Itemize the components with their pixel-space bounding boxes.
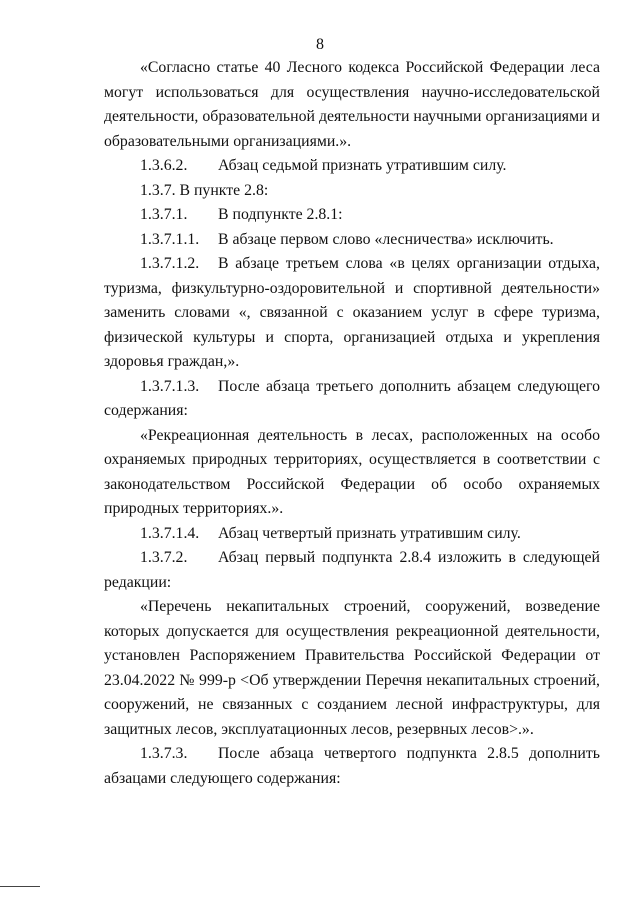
paragraph-item-1-3-7-1-2	[104, 252, 600, 375]
page-number: 8	[316, 36, 324, 53]
paragraph-text: Абзац седьмой признать утратившим силу.	[218, 157, 507, 174]
paragraph-item-1-3-7-1-3	[104, 375, 600, 424]
paragraph-item-1-3-6-2	[104, 154, 600, 179]
paragraph-text: «Рекреационная деятельность в лесах, расположенных на особо охраняемых природных территориях, осуществляется в соответствии с законодательством Российской Федерации об особо охраняемых природных территориях.».	[104, 426, 600, 517]
item-number: 1.3.7.1.3.	[140, 377, 200, 395]
paragraph-item-1-3-7-1-1	[104, 228, 600, 253]
paragraph-text: После абзаца третьего дополнить абзацем следующего содержания:	[104, 377, 600, 419]
document-body	[104, 56, 600, 791]
item-number: 1.3.7.3.	[140, 745, 188, 762]
paragraph-item-1-3-7-1-4	[104, 522, 600, 547]
paragraph-text: В абзаце первом слово «лесничества» исключить.	[218, 230, 554, 248]
paragraph-text: «Перечень некапитальных строений, сооружений, возведение которых допускается для осуществления рекреационной деятельности, установлен Распоряжением Правительства Российской Федерации от 23.04.2022 № 999-р <Об утверждении Перечня некапитальных строений, сооружений, не связанных с созданием лесной инфраструктуры, для защитных лесов, эксплуатационных лесов, резервных лесов>.».	[104, 598, 600, 738]
item-number: 1.3.7.1.1.	[140, 230, 200, 248]
paragraph-text: Абзац первый подпункта 2.8.4 изложить в следующей редакции:	[104, 549, 600, 591]
paragraph-item-1-3-7	[104, 179, 600, 204]
item-number: 1.3.6.2.	[140, 157, 188, 174]
paragraph-item-1-3-7-2	[104, 546, 600, 595]
paragraph-text: В абзаце третьем слова «в целях организации отдыха, туризма, физкультурно-оздоровительной и спортивной деятельности» заменить словами «, связанной с оказанием услуг в сфере туризма, физической культуры и спорта, организацией отдыха и укрепления здоровья граждан,».	[104, 255, 600, 370]
paragraph-item-1-3-7-3	[104, 742, 600, 791]
paragraph-text: «Согласно статье 40 Лесного кодекса Российской Федерации леса могут использоваться для осуществления научно-исследовательской деятельности, образовательной деятельности научными организациями и образовательными организациями.».	[104, 59, 600, 150]
paragraph-text: В подпункте 2.8.1:	[218, 206, 343, 223]
footer-rule	[0, 886, 40, 887]
item-number: 1.3.7.1.4.	[140, 524, 200, 542]
item-number: 1.3.7.1.	[140, 206, 188, 223]
paragraph-text: Абзац четвертый признать утратившим силу.	[218, 524, 521, 542]
paragraph-text: 1.3.7. В пункте 2.8:	[140, 181, 269, 199]
paragraph-item-1-3-7-1	[104, 203, 600, 228]
item-number: 1.3.7.2.	[140, 549, 188, 566]
item-number: 1.3.7.1.2.	[140, 255, 200, 272]
paragraph-quote-recreation	[104, 424, 600, 522]
paragraph-text: После абзаца четвертого подпункта 2.8.5 дополнить абзацами следующего содержания:	[104, 745, 600, 787]
paragraph-quote-list-structures	[104, 595, 600, 742]
paragraph-quote-forest-code-40	[104, 56, 600, 154]
